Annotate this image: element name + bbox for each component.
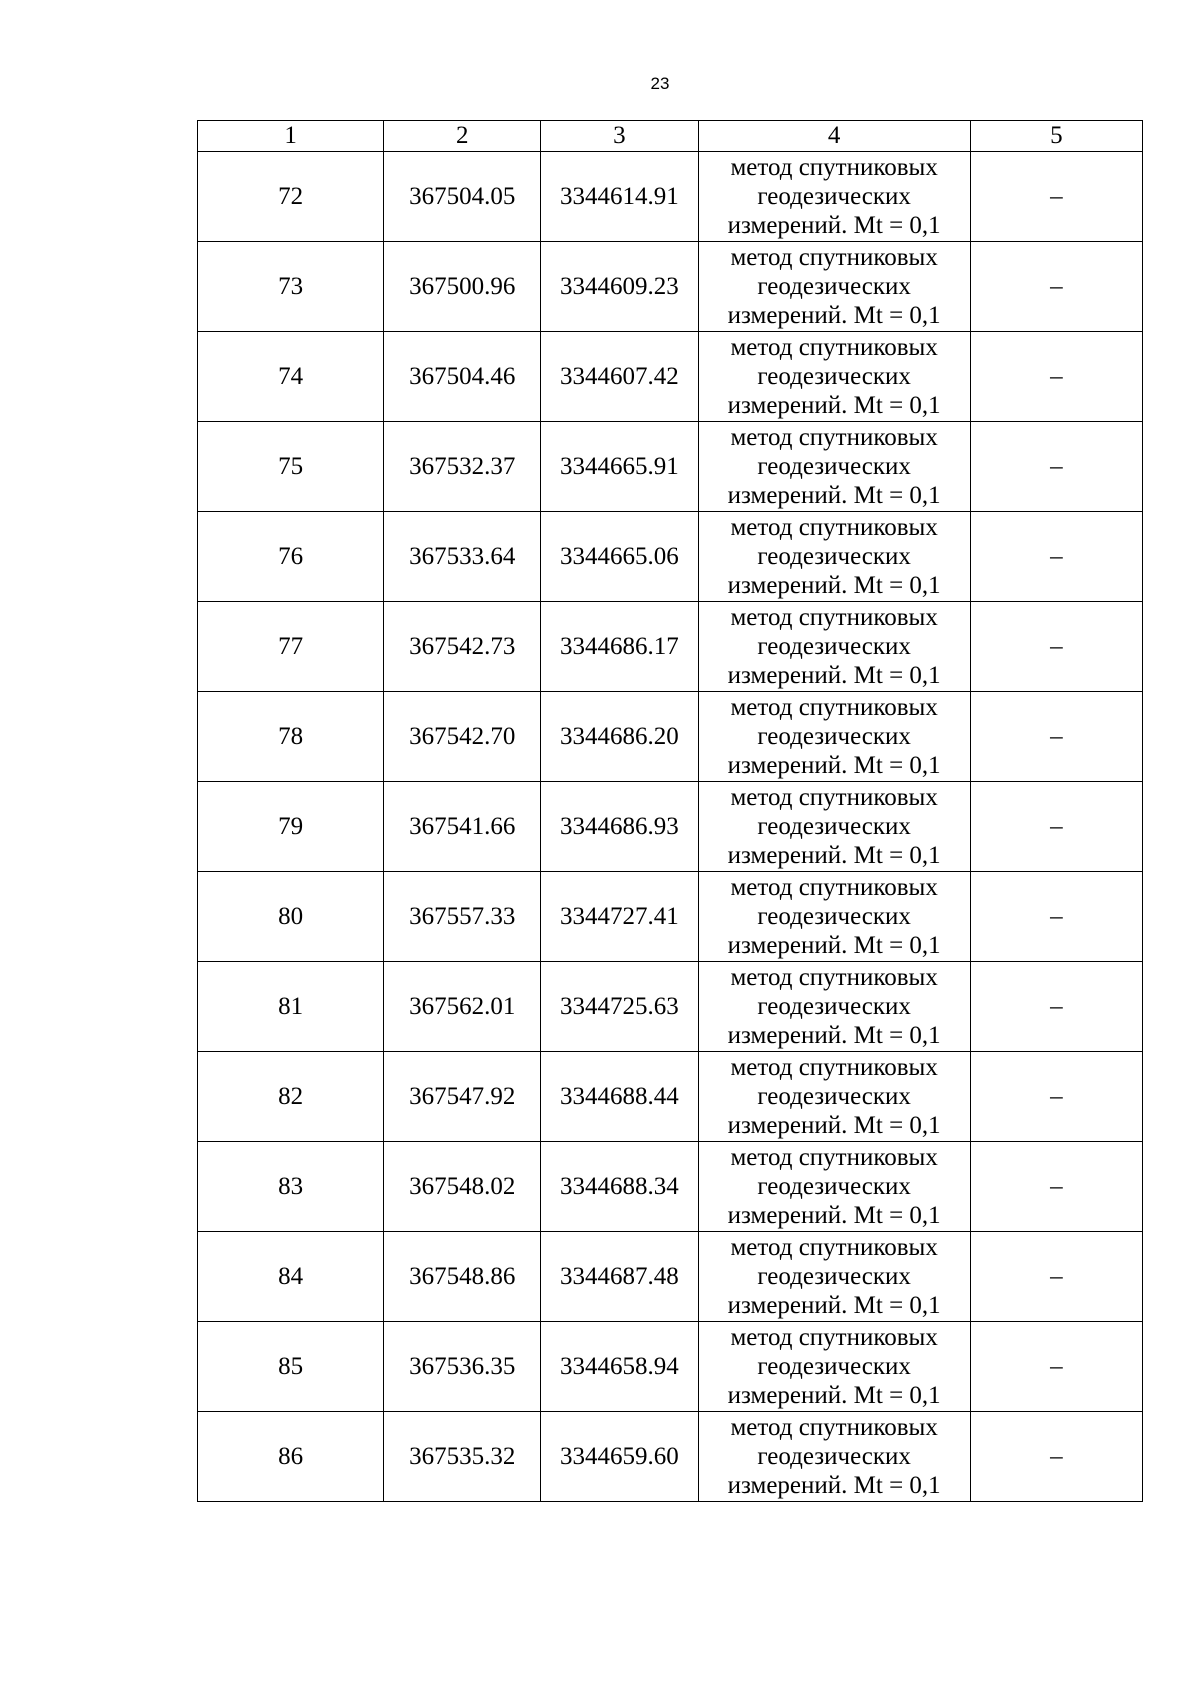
coordinates-table xyxy=(197,120,1143,1502)
method-line: геодезических xyxy=(757,1353,911,1380)
table-row xyxy=(198,1322,1143,1412)
x-coordinate-cell: 367535.32 xyxy=(384,1412,541,1502)
note-cell: – xyxy=(970,872,1142,962)
method-line: измерений. Mt = 0,1 xyxy=(727,1112,941,1139)
method-line: измерений. Mt = 0,1 xyxy=(727,932,941,959)
y-coordinate-cell: 3344658.94 xyxy=(541,1322,698,1412)
table-row xyxy=(198,1142,1143,1232)
method-line: геодезических xyxy=(757,723,911,750)
method-line: геодезических xyxy=(757,1173,911,1200)
y-coordinate-cell: 3344686.93 xyxy=(541,782,698,872)
method-line: измерений. Mt = 0,1 xyxy=(727,392,941,419)
note-cell: – xyxy=(970,1322,1142,1412)
note-cell: – xyxy=(970,1412,1142,1502)
method-cell xyxy=(698,1142,970,1232)
note-cell: – xyxy=(970,332,1142,422)
point-number-cell: 73 xyxy=(198,242,384,332)
y-coordinate-cell: 3344688.44 xyxy=(541,1052,698,1142)
table-row xyxy=(198,692,1143,782)
y-coordinate-cell: 3344687.48 xyxy=(541,1232,698,1322)
point-number-cell: 79 xyxy=(198,782,384,872)
table-row xyxy=(198,602,1143,692)
method-cell xyxy=(698,512,970,602)
header-cell-5: 5 xyxy=(970,121,1142,152)
method-line: метод спутниковых xyxy=(730,874,938,901)
y-coordinate-cell: 3344688.34 xyxy=(541,1142,698,1232)
method-line: метод спутниковых xyxy=(730,514,938,541)
method-line: метод спутниковых xyxy=(730,334,938,361)
x-coordinate-cell: 367532.37 xyxy=(384,422,541,512)
method-line: метод спутниковых xyxy=(730,244,938,271)
note-cell: – xyxy=(970,602,1142,692)
point-number-cell: 86 xyxy=(198,1412,384,1502)
note-cell: – xyxy=(970,962,1142,1052)
note-cell: – xyxy=(970,152,1142,242)
method-line: измерений. Mt = 0,1 xyxy=(727,572,941,599)
method-line: измерений. Mt = 0,1 xyxy=(727,302,941,329)
point-number-cell: 77 xyxy=(198,602,384,692)
y-coordinate-cell: 3344659.60 xyxy=(541,1412,698,1502)
method-cell xyxy=(698,1232,970,1322)
method-line: геодезических xyxy=(757,363,911,390)
method-line: метод спутниковых xyxy=(730,784,938,811)
point-number-cell: 81 xyxy=(198,962,384,1052)
method-line: геодезических xyxy=(757,1263,911,1290)
method-line: метод спутниковых xyxy=(730,964,938,991)
x-coordinate-cell: 367536.35 xyxy=(384,1322,541,1412)
method-line: измерений. Mt = 0,1 xyxy=(727,1292,941,1319)
method-cell xyxy=(698,1052,970,1142)
method-line: метод спутниковых xyxy=(730,1324,938,1351)
y-coordinate-cell: 3344607.42 xyxy=(541,332,698,422)
table-row xyxy=(198,1232,1143,1322)
method-line: метод спутниковых xyxy=(730,604,938,631)
method-line: геодезических xyxy=(757,453,911,480)
method-line: метод спутниковых xyxy=(730,424,938,451)
note-cell: – xyxy=(970,512,1142,602)
method-line: геодезических xyxy=(757,903,911,930)
header-cell-2: 2 xyxy=(384,121,541,152)
method-line: геодезических xyxy=(757,633,911,660)
method-cell xyxy=(698,602,970,692)
point-number-cell: 80 xyxy=(198,872,384,962)
note-cell: – xyxy=(970,782,1142,872)
method-line: измерений. Mt = 0,1 xyxy=(727,662,941,689)
y-coordinate-cell: 3344609.23 xyxy=(541,242,698,332)
x-coordinate-cell: 367548.86 xyxy=(384,1232,541,1322)
x-coordinate-cell: 367533.64 xyxy=(384,512,541,602)
method-line: геодезических xyxy=(757,273,911,300)
method-cell xyxy=(698,1412,970,1502)
method-line: измерений. Mt = 0,1 xyxy=(727,842,941,869)
note-cell: – xyxy=(970,1232,1142,1322)
method-line: геодезических xyxy=(757,543,911,570)
method-cell xyxy=(698,242,970,332)
method-line: измерений. Mt = 0,1 xyxy=(727,212,941,239)
method-line: метод спутниковых xyxy=(730,694,938,721)
table-row xyxy=(198,332,1143,422)
method-line: измерений. Mt = 0,1 xyxy=(727,482,941,509)
x-coordinate-cell: 367562.01 xyxy=(384,962,541,1052)
point-number-cell: 85 xyxy=(198,1322,384,1412)
method-cell xyxy=(698,1322,970,1412)
note-cell: – xyxy=(970,1052,1142,1142)
y-coordinate-cell: 3344665.06 xyxy=(541,512,698,602)
method-line: геодезических xyxy=(757,1443,911,1470)
point-number-cell: 84 xyxy=(198,1232,384,1322)
method-line: измерений. Mt = 0,1 xyxy=(727,1472,941,1499)
point-number-cell: 83 xyxy=(198,1142,384,1232)
method-cell xyxy=(698,422,970,512)
y-coordinate-cell: 3344686.20 xyxy=(541,692,698,782)
y-coordinate-cell: 3344614.91 xyxy=(541,152,698,242)
note-cell: – xyxy=(970,242,1142,332)
table-header-row xyxy=(198,121,1143,152)
method-line: геодезических xyxy=(757,813,911,840)
point-number-cell: 74 xyxy=(198,332,384,422)
method-cell xyxy=(698,782,970,872)
method-cell xyxy=(698,692,970,782)
method-line: метод спутниковых xyxy=(730,1234,938,1261)
table-row xyxy=(198,1412,1143,1502)
point-number-cell: 75 xyxy=(198,422,384,512)
method-line: метод спутниковых xyxy=(730,1054,938,1081)
note-cell: – xyxy=(970,692,1142,782)
table-row xyxy=(198,1052,1143,1142)
note-cell: – xyxy=(970,1142,1142,1232)
table-row xyxy=(198,152,1143,242)
method-line: метод спутниковых xyxy=(730,1414,938,1441)
table-row xyxy=(198,512,1143,602)
x-coordinate-cell: 367542.70 xyxy=(384,692,541,782)
method-line: геодезических xyxy=(757,993,911,1020)
method-line: геодезических xyxy=(757,183,911,210)
method-cell xyxy=(698,152,970,242)
x-coordinate-cell: 367548.02 xyxy=(384,1142,541,1232)
x-coordinate-cell: 367500.96 xyxy=(384,242,541,332)
method-line: измерений. Mt = 0,1 xyxy=(727,1382,941,1409)
point-number-cell: 78 xyxy=(198,692,384,782)
x-coordinate-cell: 367557.33 xyxy=(384,872,541,962)
method-cell xyxy=(698,872,970,962)
point-number-cell: 76 xyxy=(198,512,384,602)
table-row xyxy=(198,242,1143,332)
method-line: геодезических xyxy=(757,1083,911,1110)
table-body xyxy=(198,152,1143,1502)
header-cell-3: 3 xyxy=(541,121,698,152)
x-coordinate-cell: 367547.92 xyxy=(384,1052,541,1142)
point-number-cell: 72 xyxy=(198,152,384,242)
y-coordinate-cell: 3344686.17 xyxy=(541,602,698,692)
header-cell-1: 1 xyxy=(198,121,384,152)
method-line: метод спутниковых xyxy=(730,1144,938,1171)
table-row xyxy=(198,872,1143,962)
page-number: 23 xyxy=(650,74,670,93)
method-line: измерений. Mt = 0,1 xyxy=(727,1202,941,1229)
x-coordinate-cell: 367541.66 xyxy=(384,782,541,872)
y-coordinate-cell: 3344725.63 xyxy=(541,962,698,1052)
method-cell xyxy=(698,332,970,422)
note-cell: – xyxy=(970,422,1142,512)
table-row xyxy=(198,962,1143,1052)
method-line: метод спутниковых xyxy=(730,154,938,181)
table-row xyxy=(198,782,1143,872)
x-coordinate-cell: 367504.46 xyxy=(384,332,541,422)
y-coordinate-cell: 3344727.41 xyxy=(541,872,698,962)
y-coordinate-cell: 3344665.91 xyxy=(541,422,698,512)
x-coordinate-cell: 367504.05 xyxy=(384,152,541,242)
x-coordinate-cell: 367542.73 xyxy=(384,602,541,692)
method-line: измерений. Mt = 0,1 xyxy=(727,1022,941,1049)
table-row xyxy=(198,422,1143,512)
header-cell-4: 4 xyxy=(698,121,970,152)
method-cell xyxy=(698,962,970,1052)
method-line: измерений. Mt = 0,1 xyxy=(727,752,941,779)
point-number-cell: 82 xyxy=(198,1052,384,1142)
